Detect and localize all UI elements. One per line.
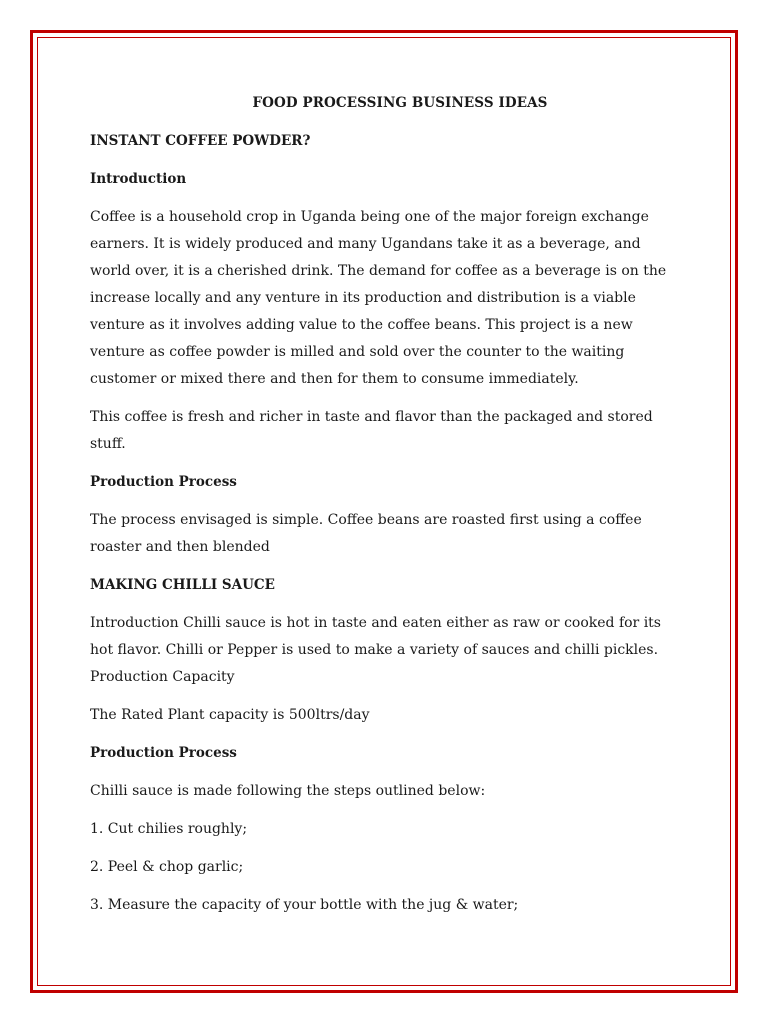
list-item: 1. Cut chilies roughly; <box>90 821 248 837</box>
document-body <box>90 90 680 930</box>
document-title: FOOD PROCESSING BUSINESS IDEAS <box>252 95 548 111</box>
paragraph-coffee-taste: This coffee is fresh and richer in taste and flavor than the packaged and stored stuff. <box>90 409 653 452</box>
section-heading-production-process: Production Process <box>90 474 237 490</box>
section-heading-production-process-2: Production Process <box>90 745 237 761</box>
paragraph-chilli-intro: Introduction Chilli sauce is hot in taste and eaten either as raw or cooked for its hot flavor. Chilli or Pepper is used to make a variety of sauces and chilli pickles. Production Capacity <box>90 615 661 685</box>
list-item: 2. Peel & chop garlic; <box>90 859 244 875</box>
paragraph-coffee-process: The process envisaged is simple. Coffee beans are roasted first using a coffee roaster and then blended <box>90 512 642 555</box>
paragraph-coffee-intro: Coffee is a household crop in Uganda being one of the major foreign exchange earners. It is widely produced and many Ugandans take it as a beverage, and world over, it is a cherished drink. The demand for coffee as a beverage is on the increase locally and any venture in its production and distribution is a viable venture as it involves adding value to the coffee beans. This project is a new venture as coffee powder is milled and sold over the counter to the waiting customer or mixed there and then for them to consume immediately. <box>90 209 667 387</box>
section-heading-introduction: Introduction <box>90 171 187 187</box>
paragraph-steps-intro: Chilli sauce is made following the steps outlined below: <box>90 783 486 799</box>
list-item: 3. Measure the capacity of your bottle with the jug & water; <box>90 897 519 913</box>
paragraph-plant-capacity: The Rated Plant capacity is 500ltrs/day <box>90 707 370 723</box>
section-heading-chilli-sauce: MAKING CHILLI SAUCE <box>90 577 275 593</box>
section-heading-coffee: INSTANT COFFEE POWDER? <box>90 133 311 149</box>
